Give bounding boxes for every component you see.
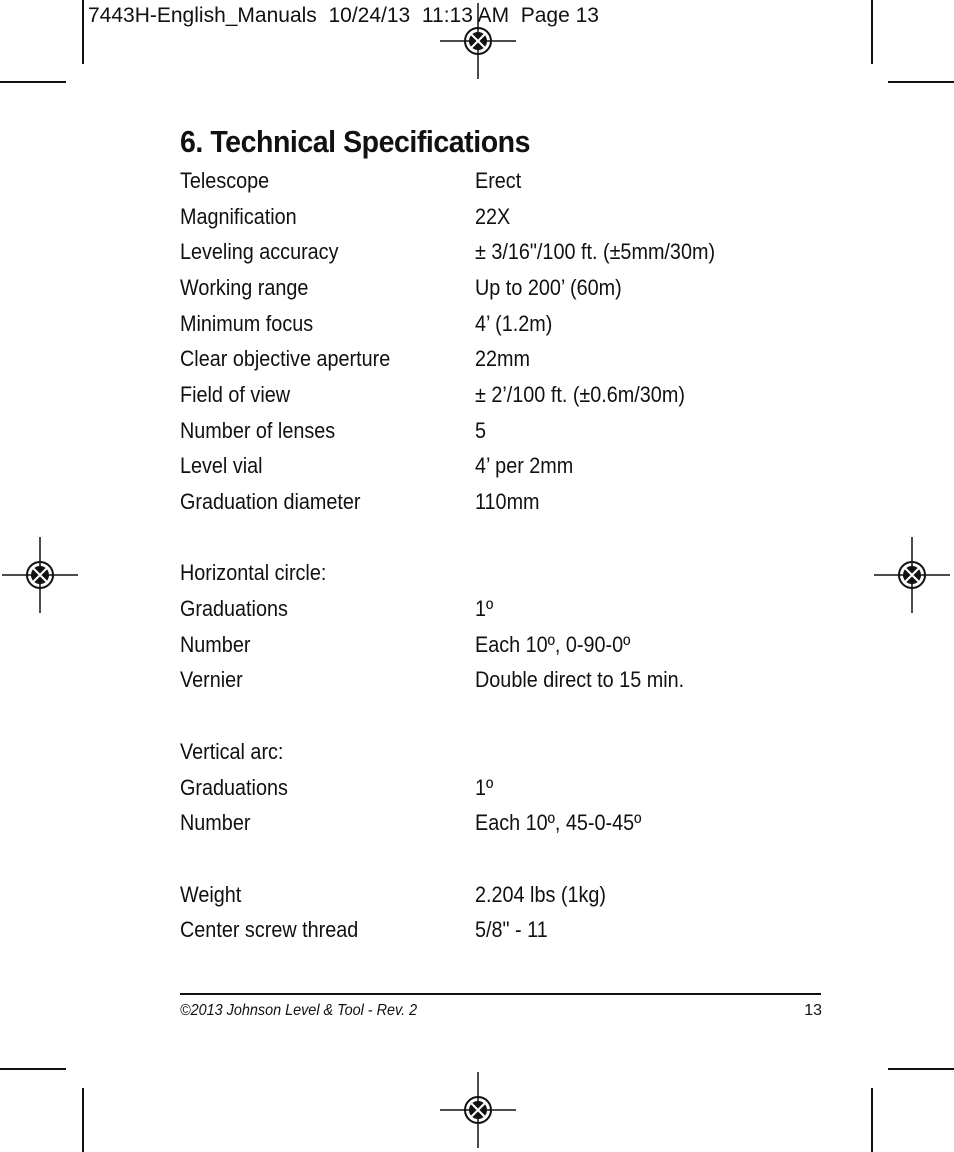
spec-value: Double direct to 15 min. [475, 667, 685, 693]
spec-row [180, 912, 820, 948]
registration-mark-icon [438, 1070, 518, 1150]
spec-row [180, 770, 820, 806]
spec-value: Up to 200’ (60m) [475, 274, 622, 300]
registration-mark-icon [0, 535, 80, 615]
spec-table [180, 163, 820, 948]
spec-value: 22X [475, 203, 511, 229]
spec-label: Vertical arc: [180, 738, 284, 764]
spec-value: ± 3/16"/100 ft. (±5mm/30m) [475, 239, 716, 265]
spec-row [180, 591, 820, 627]
print-slug: 7443H-English_Manuals 10/24/13 11:13 AM Page 13 [88, 4, 599, 27]
crop-mark-bottom-left-horizontal [0, 1068, 66, 1070]
spec-row [180, 270, 820, 306]
spec-row [180, 341, 820, 377]
spec-row [180, 805, 820, 841]
spec-value: 4’ per 2mm [475, 453, 574, 479]
crop-mark-top-right-horizontal [888, 81, 954, 83]
spec-row [180, 377, 820, 413]
spec-label: Leveling accuracy [180, 239, 339, 265]
spec-row [180, 484, 820, 520]
crop-mark-bottom-right-horizontal [888, 1068, 954, 1070]
spec-row [180, 663, 820, 699]
spec-label: Graduations [180, 596, 288, 622]
spec-value: 110mm [475, 489, 540, 515]
spec-value: 5 [475, 417, 487, 443]
spec-label: Graduation diameter [180, 489, 361, 515]
crop-mark-bottom-right-vertical [871, 1088, 873, 1152]
spec-label: Vernier [180, 667, 243, 693]
spec-row [180, 234, 820, 270]
spec-label: Number [180, 631, 251, 657]
crop-mark-top-right-vertical [871, 0, 873, 64]
spec-value: 2.204 lbs (1kg) [475, 881, 606, 907]
spec-row [180, 449, 820, 485]
spec-row [180, 877, 820, 913]
spec-label: Weight [180, 881, 242, 907]
spec-label: Field of view [180, 381, 291, 407]
registration-mark-icon [872, 535, 952, 615]
footer-copyright: ©2013 Johnson Level & Tool - Rev. 2 [180, 1002, 418, 1019]
spec-value: Each 10º, 45-0-45º [475, 810, 642, 836]
footer-divider [180, 993, 821, 995]
spec-value: 5/8" - 11 [475, 917, 548, 943]
registration-mark-icon [438, 1, 518, 81]
spec-value: Each 10º, 0-90-0º [475, 631, 631, 657]
page-number: 13 [804, 1002, 822, 1019]
spec-value: Erect [475, 167, 522, 193]
spec-spacer [180, 841, 820, 877]
spec-value: 1º [475, 774, 494, 800]
spec-row [180, 199, 820, 235]
spec-label: Graduations [180, 774, 288, 800]
spec-label: Clear objective aperture [180, 346, 391, 372]
spec-row [180, 306, 820, 342]
spec-value: ± 2’/100 ft. (±0.6m/30m) [475, 381, 685, 407]
spec-label: Working range [180, 274, 309, 300]
spec-value: 1º [475, 596, 494, 622]
spec-row [180, 627, 820, 663]
spec-spacer [180, 520, 820, 556]
spec-label: Center screw thread [180, 917, 359, 943]
spec-label: Number of lenses [180, 417, 336, 443]
spec-label: Horizontal circle: [180, 560, 327, 586]
spec-value: 22mm [475, 346, 531, 372]
spec-section-heading [180, 556, 820, 592]
crop-mark-bottom-left-vertical [82, 1088, 84, 1152]
crop-mark-top-left-vertical [82, 0, 84, 64]
spec-row [180, 163, 820, 199]
spec-section-heading [180, 734, 820, 770]
spec-label: Minimum focus [180, 310, 314, 336]
spec-row [180, 413, 820, 449]
spec-value: 4’ (1.2m) [475, 310, 553, 336]
spec-label: Level vial [180, 453, 263, 479]
crop-mark-top-left-horizontal [0, 81, 66, 83]
spec-label: Magnification [180, 203, 297, 229]
page-title: 6. Technical Specifications [180, 124, 531, 159]
spec-label: Number [180, 810, 251, 836]
spec-spacer [180, 698, 820, 734]
spec-label: Telescope [180, 167, 270, 193]
